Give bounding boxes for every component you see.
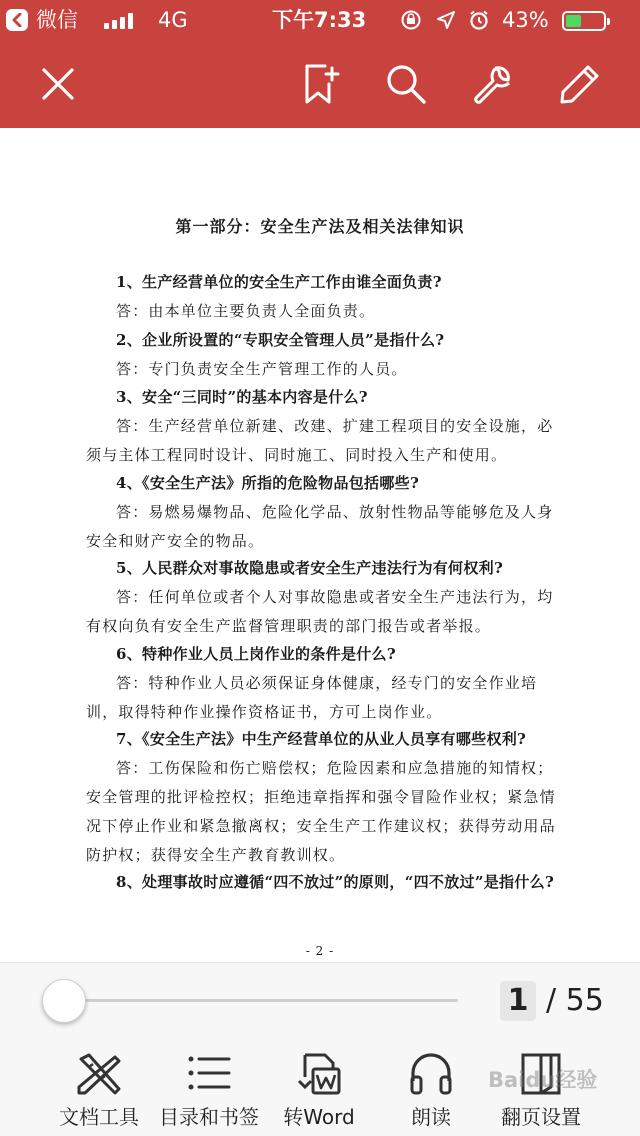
page-number-footer: - 2 - bbox=[305, 944, 335, 958]
answer: 答：生产经营单位新建、改建、扩建工程项目的安全设施，必须与主体工程同时设计、同时施工、同时投入生产和使用。 bbox=[86, 417, 554, 464]
question: 8、处理事故时应遵循“四不放过”的原则，“四不放过”是指什么? bbox=[116, 873, 555, 891]
answer: 答：工伤保险和伤亡赔偿权；危险因素和应急措施的知情权；安全管理的批评检控权；拒绝违章指挥和强令冒险作业权；紧急情况下停止作业和紧急撤离权；安全生产工作建议权；获得劳动用品防护权；获得安全生产教育教训权。 bbox=[86, 759, 556, 864]
page-slider-thumb[interactable] bbox=[42, 979, 86, 1023]
tool-label: 翻页设置 bbox=[501, 1105, 581, 1129]
read-aloud-button[interactable] bbox=[376, 1051, 486, 1131]
answer: 答：特种作业人员必须保证身体健康，经专门的安全作业培训，取得特种作业操作资格证书，方可上岗作业。 bbox=[86, 674, 538, 721]
question: 2、企业所设置的“专职安全管理人员”是指什么? bbox=[116, 331, 445, 349]
battery-icon bbox=[562, 11, 606, 31]
headphones-icon bbox=[407, 1051, 455, 1097]
pencil-icon bbox=[558, 62, 602, 106]
alarm-icon bbox=[468, 10, 490, 30]
close-icon bbox=[38, 64, 78, 104]
page-flip-icon bbox=[517, 1051, 565, 1097]
qa-item-5 bbox=[86, 554, 556, 641]
search-icon bbox=[384, 62, 428, 106]
current-page-input[interactable]: 1 bbox=[500, 981, 536, 1021]
question: 7、《安全生产法》中生产经营单位的从业人员享有哪些权利? bbox=[116, 730, 527, 748]
document-page[interactable] bbox=[0, 128, 640, 962]
qa-item-6 bbox=[86, 640, 556, 727]
qa-item-1 bbox=[86, 268, 556, 326]
back-to-app-icon[interactable] bbox=[6, 9, 28, 31]
tool-label: 朗读 bbox=[411, 1105, 451, 1129]
annotate-button[interactable] bbox=[556, 60, 604, 108]
question: 1、生产经营单位的安全生产工作由谁全面负责? bbox=[116, 273, 442, 291]
answer: 答：任何单位或者个人对事故隐患或者安全生产违法行为，均有权向负有安全生产监督管理职责的部门报告或者举报。 bbox=[86, 588, 554, 635]
rotation-lock-icon bbox=[400, 10, 422, 30]
tool-label: 文档工具 bbox=[59, 1105, 139, 1129]
tool-label: 转Word bbox=[283, 1105, 355, 1129]
question: 5、人民群众对事故隐患或者安全生产违法行为有何权利? bbox=[116, 559, 504, 577]
list-icon bbox=[185, 1051, 233, 1097]
watermark-logo: Baidu经验 bbox=[488, 1068, 598, 1092]
document-tools-button[interactable] bbox=[44, 1051, 154, 1131]
wrench-icon bbox=[470, 62, 514, 106]
question: 3、安全“三同时”的基本内容是什么? bbox=[116, 388, 368, 406]
add-bookmark-button[interactable] bbox=[296, 60, 344, 108]
location-icon bbox=[436, 10, 456, 30]
question: 4、《安全生产法》所指的危险物品包括哪些? bbox=[116, 474, 420, 492]
answer: 答：由本单位主要负责人全面负责。 bbox=[116, 302, 376, 320]
question: 6、特种作业人员上岗作业的条件是什么? bbox=[116, 645, 396, 663]
qa-item-7 bbox=[86, 725, 556, 870]
back-app-name[interactable]: 微信 bbox=[36, 8, 78, 32]
network-type: 4G bbox=[158, 8, 188, 32]
search-button[interactable] bbox=[382, 60, 430, 108]
status-bar bbox=[0, 0, 640, 40]
bottom-panel bbox=[0, 962, 640, 1136]
add-bookmark-icon bbox=[299, 62, 341, 106]
tool-label: 目录和书签 bbox=[159, 1105, 259, 1129]
qa-item-8 bbox=[86, 868, 556, 897]
qa-item-4 bbox=[86, 469, 556, 556]
clock: 下午7:33 bbox=[272, 8, 367, 32]
pencil-ruler-icon bbox=[75, 1051, 123, 1097]
word-convert-icon bbox=[295, 1051, 343, 1097]
reader-toolbar bbox=[0, 40, 640, 128]
qa-item-3 bbox=[86, 383, 556, 470]
page-flip-settings-button[interactable] bbox=[486, 1051, 596, 1131]
qa-item-2 bbox=[86, 326, 556, 384]
battery-percent: 43% bbox=[502, 8, 549, 32]
battery-level-fill bbox=[566, 15, 581, 27]
convert-to-word-button[interactable] bbox=[264, 1051, 374, 1131]
page-slider-track[interactable] bbox=[63, 999, 458, 1002]
document-heading: 第一部分：安全生产法及相关法律知识 bbox=[175, 217, 465, 236]
close-button[interactable] bbox=[34, 60, 82, 108]
tools-button[interactable] bbox=[468, 60, 516, 108]
answer: 答：专门负责安全生产管理工作的人员。 bbox=[116, 360, 408, 378]
answer: 答：易燃易爆物品、危险化学品、放射性物品等能够危及人身安全和财产安全的物品。 bbox=[86, 503, 554, 550]
total-pages: / 55 bbox=[546, 983, 604, 1018]
contents-bookmarks-button[interactable] bbox=[154, 1051, 264, 1131]
